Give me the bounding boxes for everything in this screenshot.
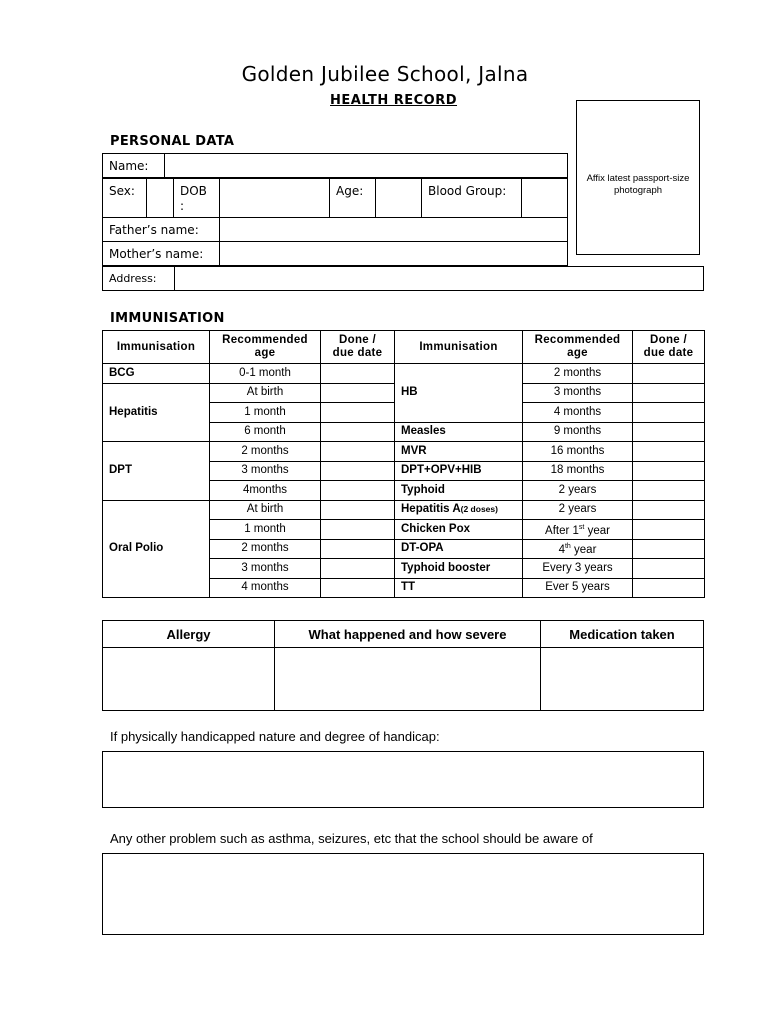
vaccine-name: DPT (103, 442, 210, 501)
what-happened-field[interactable] (275, 648, 541, 711)
ordinal-suffix: th (564, 543, 571, 551)
recommended-age: 4 months (210, 578, 321, 598)
allergy-field[interactable] (103, 648, 275, 711)
age-text: year (570, 544, 597, 557)
done-date-field[interactable] (321, 383, 395, 403)
blood-group-field[interactable] (522, 179, 568, 218)
other-problem-field[interactable] (102, 853, 704, 935)
done-date-field[interactable] (321, 481, 395, 501)
handicap-question: If physically handicapped nature and degree of handicap: (110, 729, 440, 744)
done-date-field[interactable] (633, 539, 705, 559)
done-date-field[interactable] (633, 364, 705, 384)
recommended-age: 6 month (210, 422, 321, 442)
recommended-age: At birth (210, 383, 321, 403)
done-date-field[interactable] (321, 442, 395, 462)
done-date-field[interactable] (633, 559, 705, 579)
recommended-age: 2 months (210, 442, 321, 462)
medication-field[interactable] (541, 648, 704, 711)
vaccine-name: Measles (395, 422, 523, 442)
col-done-date: Done / due date (321, 331, 395, 364)
table-row (103, 442, 705, 462)
father-name-label: Father’s name: (103, 218, 220, 242)
age-field[interactable] (376, 179, 422, 218)
done-date-field[interactable] (633, 520, 705, 540)
immunisation-heading: IMMUNISATION (110, 311, 225, 326)
dob-label: DOB : (174, 179, 220, 218)
done-date-field[interactable] (321, 520, 395, 540)
allergy-table (102, 620, 704, 711)
col-medication: Medication taken (541, 621, 704, 648)
done-date-field[interactable] (633, 442, 705, 462)
age-text: year (584, 524, 610, 537)
mother-name-field[interactable] (220, 242, 568, 266)
age-label: Age: (330, 179, 376, 218)
mother-name-label: Mother’s name: (103, 242, 220, 266)
done-date-field[interactable] (321, 461, 395, 481)
recommended-age: 3 months (523, 383, 633, 403)
age-text: After 1 (545, 524, 579, 537)
done-date-field[interactable] (321, 364, 395, 384)
done-date-field[interactable] (633, 461, 705, 481)
other-problem-question: Any other problem such as asthma, seizures, etc that the school should be aware of (110, 831, 593, 846)
recommended-age: 1 month (210, 403, 321, 423)
table-row (103, 500, 705, 520)
immunisation-table (102, 330, 705, 598)
vaccine-name: TT (395, 578, 523, 598)
done-date-field[interactable] (633, 383, 705, 403)
recommended-age: 2 years (523, 500, 633, 520)
age-text: 4 (558, 544, 565, 557)
address-field[interactable] (175, 267, 704, 291)
sex-dob-row (102, 178, 568, 218)
done-date-field[interactable] (633, 481, 705, 501)
recommended-age: 2 months (210, 539, 321, 559)
col-recommended-age-2: Recommended age (523, 331, 633, 364)
table-row (103, 364, 705, 384)
name-field[interactable] (165, 154, 568, 178)
done-date-field[interactable] (321, 578, 395, 598)
done-date-field[interactable] (633, 578, 705, 598)
recommended-age: At birth (210, 500, 321, 520)
col-what-happened: What happened and how severe (275, 621, 541, 648)
recommended-age: 2 months (523, 364, 633, 384)
vaccine-name: BCG (103, 364, 210, 384)
col-immunisation-2: Immunisation (395, 331, 523, 364)
name-label: Name: (103, 154, 165, 178)
personal-data-heading: PERSONAL DATA (110, 134, 235, 149)
done-date-field[interactable] (321, 422, 395, 442)
vaccine-name: HB (395, 364, 523, 423)
photo-box[interactable] (576, 100, 700, 255)
done-date-field[interactable] (321, 403, 395, 423)
done-date-field[interactable] (321, 539, 395, 559)
ordinal-suffix: st (578, 523, 585, 531)
school-title: Golden Jubilee School, Jalna (241, 62, 529, 86)
recommended-age: 16 months (523, 442, 633, 462)
recommended-age: 9 months (523, 422, 633, 442)
dose-note: (2 doses) (460, 504, 498, 515)
vaccine-name: Typhoid booster (395, 559, 523, 579)
vaccine-name: MVR (395, 442, 523, 462)
handicap-field[interactable] (102, 751, 704, 808)
recommended-age: Ever 5 years (523, 578, 633, 598)
vaccine-name (395, 500, 523, 520)
recommended-age (523, 520, 633, 540)
done-date-field[interactable] (633, 422, 705, 442)
col-recommended-age: Recommended age (210, 331, 321, 364)
recommended-age: 2 years (523, 481, 633, 501)
recommended-age: 0-1 month (210, 364, 321, 384)
vaccine-name: DT-OPA (395, 539, 523, 559)
vaccine-name: Chicken Pox (395, 520, 523, 540)
recommended-age: 1 month (210, 520, 321, 540)
recommended-age: 18 months (523, 461, 633, 481)
col-immunisation: Immunisation (103, 331, 210, 364)
photo-instruction: Affix latest passport-size photograph (586, 173, 690, 196)
sex-label: Sex: (103, 179, 147, 218)
col-allergy: Allergy (103, 621, 275, 648)
recommended-age: 3 months (210, 559, 321, 579)
address-label: Address: (103, 267, 175, 291)
blood-group-label: Blood Group: (422, 179, 522, 218)
address-table (102, 266, 704, 291)
vaccine-name: DPT+OPV+HIB (395, 461, 523, 481)
sex-field[interactable] (147, 179, 174, 218)
vaccine-name-text: Hepatitis A (401, 503, 461, 516)
done-date-field[interactable] (633, 500, 705, 520)
recommended-age: 4 months (523, 403, 633, 423)
recommended-age (523, 539, 633, 559)
recommended-age: Every 3 years (523, 559, 633, 579)
vaccine-name: Oral Polio (103, 500, 210, 598)
vaccine-name: Hepatitis (103, 383, 210, 442)
personal-data-table (102, 153, 568, 178)
dob-field[interactable] (220, 179, 330, 218)
parents-table (102, 217, 568, 266)
recommended-age: 3 months (210, 461, 321, 481)
done-date-field[interactable] (633, 403, 705, 423)
father-name-field[interactable] (220, 218, 568, 242)
document-title: HEALTH RECORD (330, 93, 458, 108)
col-done-date-2: Done / due date (633, 331, 705, 364)
done-date-field[interactable] (321, 559, 395, 579)
done-date-field[interactable] (321, 500, 395, 520)
recommended-age: 4months (210, 481, 321, 501)
vaccine-name: Typhoid (395, 481, 523, 501)
